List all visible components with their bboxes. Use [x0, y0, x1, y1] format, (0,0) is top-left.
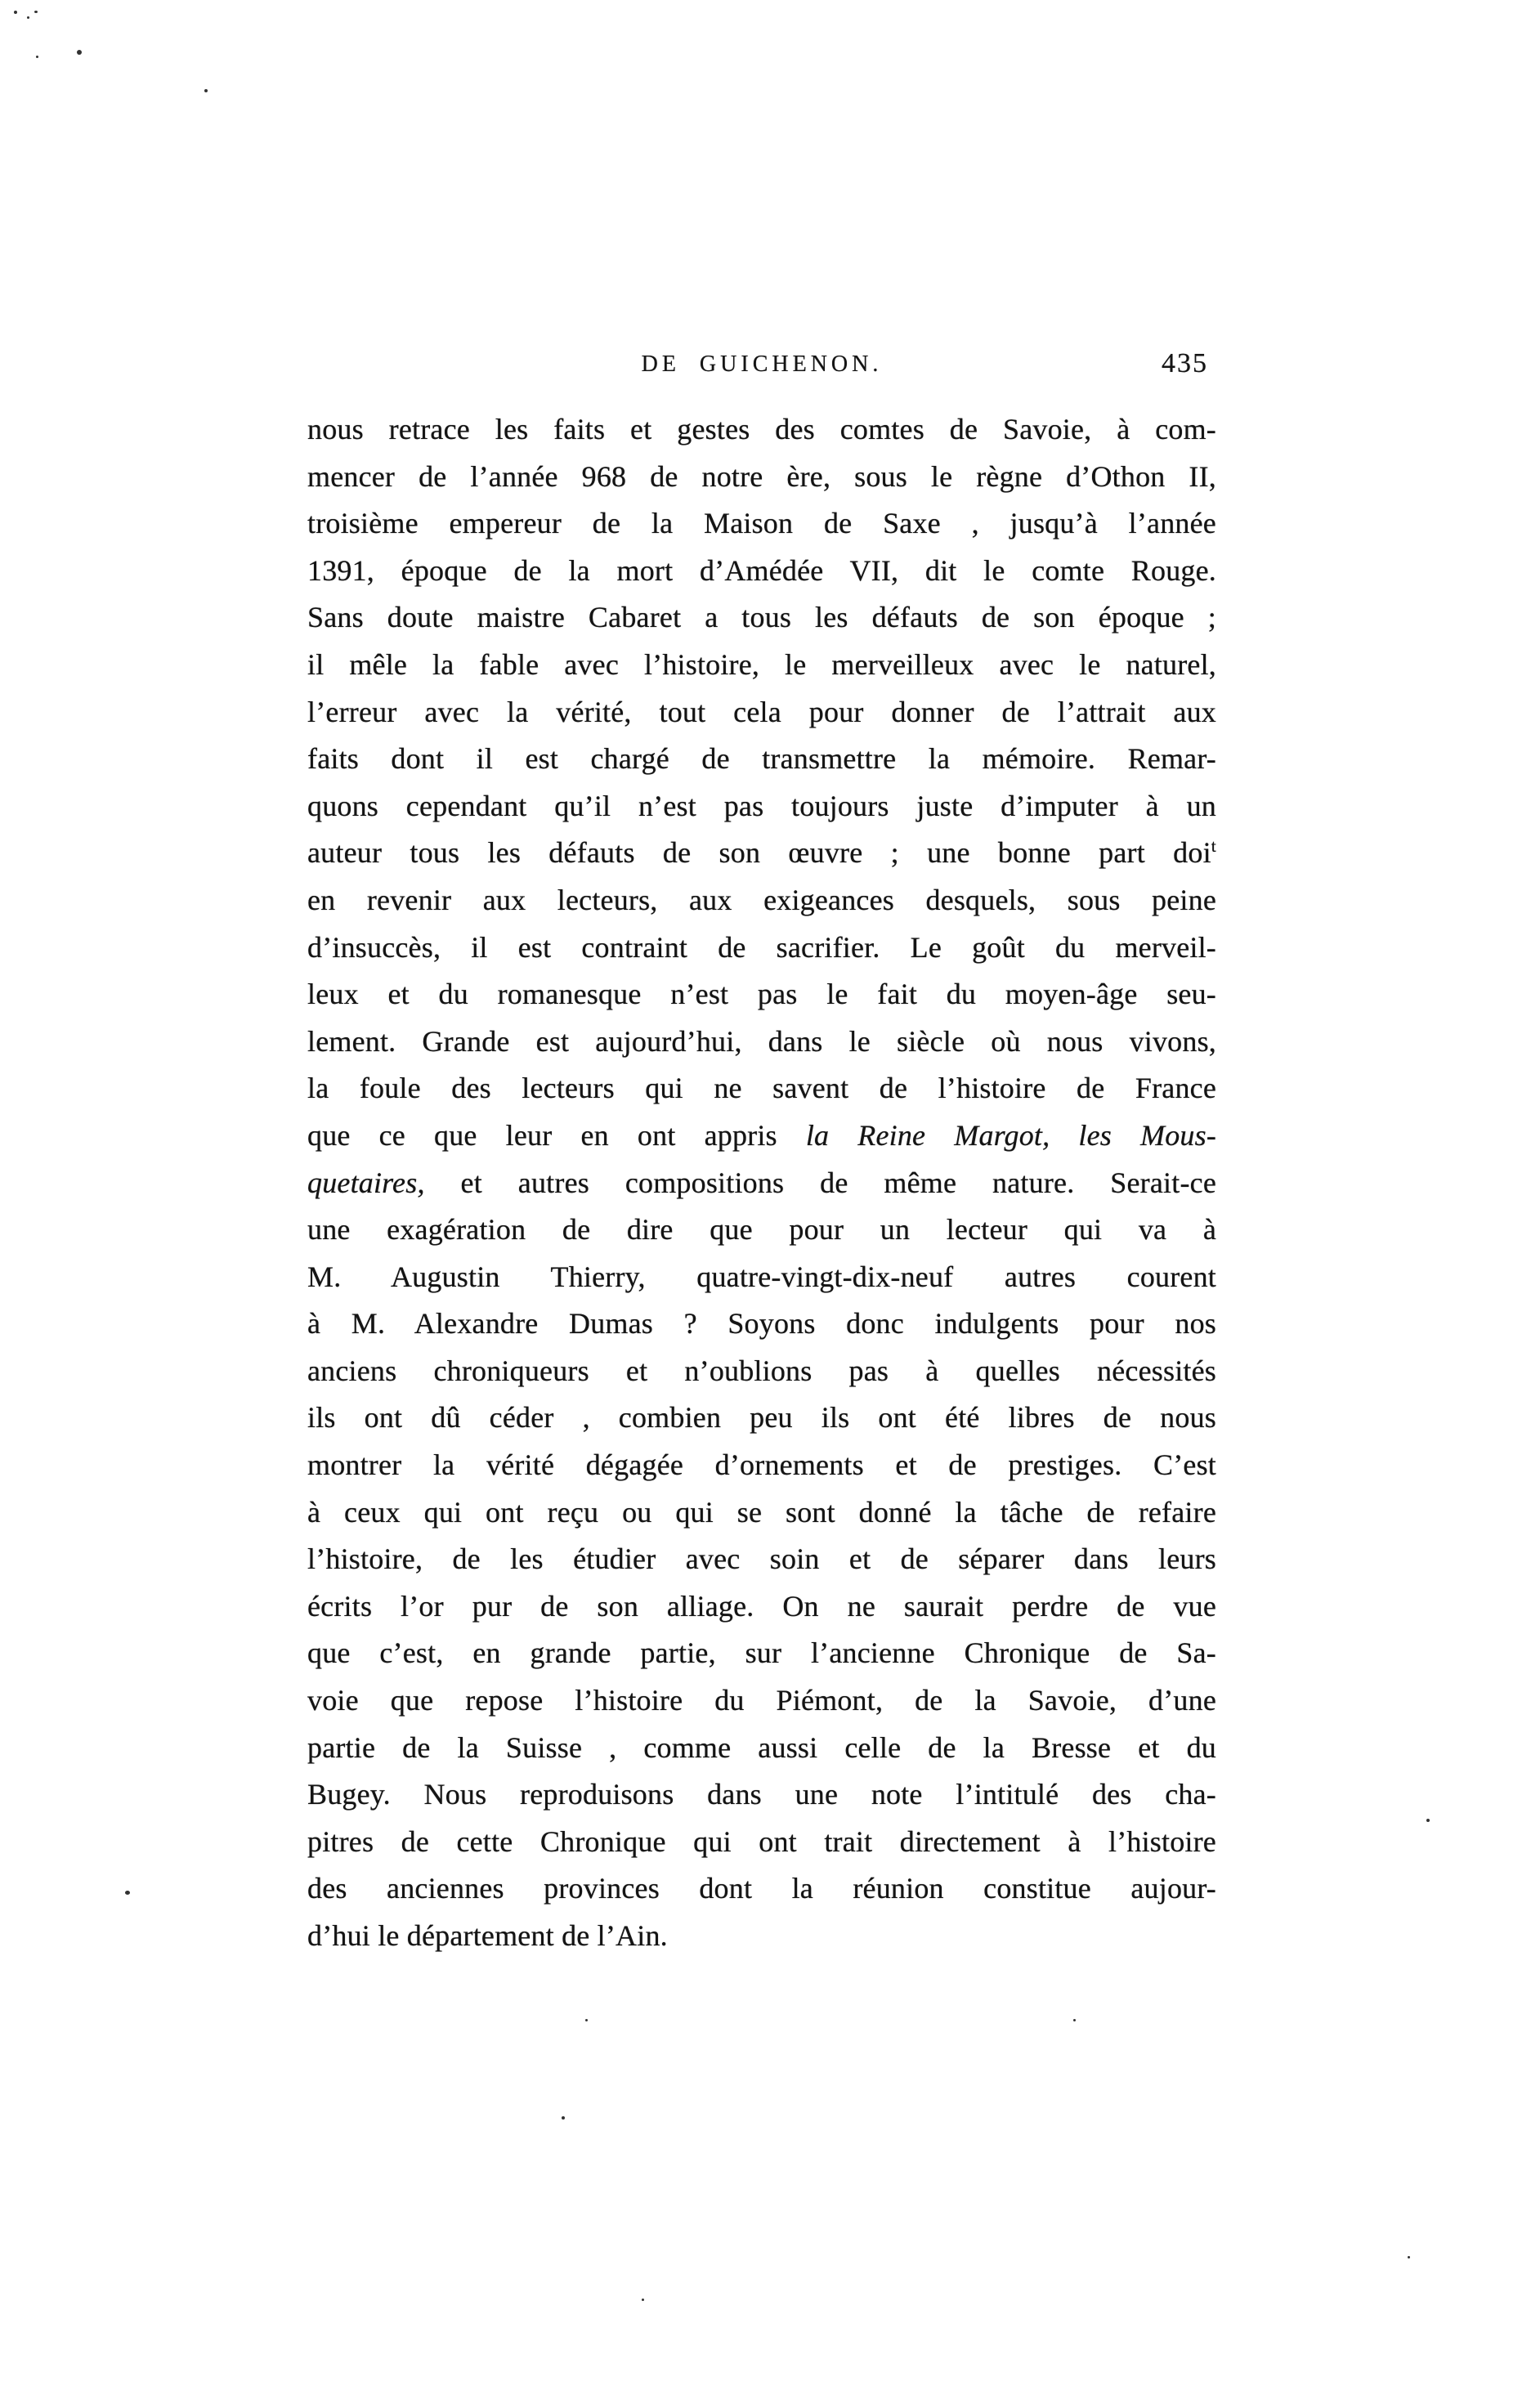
- text-line: [307, 924, 1216, 972]
- text-line: [307, 1583, 1216, 1631]
- line-text-italic: quetaires,: [307, 1166, 425, 1199]
- line-text: faits dont il est chargé de transmettre la mémoire. Remar-: [307, 742, 1216, 776]
- text-line: [307, 1819, 1216, 1866]
- text-line: [307, 1630, 1216, 1677]
- ink-speck: [27, 16, 29, 19]
- line-text: mencer de l’année 968 de notre ère, sous le règne d’Othon II,: [307, 459, 1216, 493]
- text-line: [307, 783, 1216, 830]
- text-line: [307, 1536, 1216, 1583]
- line-text: Sans doute maistre Cabaret a tous les défauts de son époque ;: [307, 601, 1216, 634]
- text-line: [307, 736, 1216, 783]
- line-text: que c’est, en grande partie, sur l’ancienne Chronique de Sa-: [307, 1636, 1216, 1670]
- ink-speck: [642, 2299, 644, 2301]
- line-text: des anciennes provinces dont la réunion constitue aujour-: [307, 1872, 1216, 1905]
- line-text: partie de la Suisse , comme aussi celle de la Bresse et du: [307, 1730, 1216, 1764]
- line-text: pitres de cette Chronique qui ont trait directement à l’histoire: [307, 1824, 1216, 1858]
- text-line: [307, 877, 1216, 924]
- running-header: [307, 348, 1216, 389]
- line-text: que ce que leur en ont appris: [307, 1118, 806, 1152]
- line-text-superscript: t: [1211, 836, 1216, 857]
- ink-speck: [585, 2019, 588, 2021]
- text-line: [307, 1394, 1216, 1442]
- text-line: [307, 1725, 1216, 1772]
- ink-speck: [1408, 2256, 1410, 2258]
- text-line: [307, 1771, 1216, 1819]
- text-line: [307, 642, 1216, 689]
- line-text: l’histoire, de les étudier avec soin et de séparer dans leurs: [307, 1542, 1216, 1576]
- text-line: [307, 454, 1216, 501]
- text-line: [307, 1254, 1216, 1301]
- line-text: il mêle la fable avec l’histoire, le merveilleux avec le naturel,: [307, 647, 1216, 681]
- text-line: [307, 1160, 1216, 1207]
- text-line: [307, 1865, 1216, 1913]
- text-line: [307, 1913, 1216, 1960]
- text-line: [307, 1206, 1216, 1254]
- line-text: écrits l’or pur de son alliage. On ne saurait perdre de vue: [307, 1589, 1216, 1623]
- line-text: et autres compositions de même nature. Serait-ce: [424, 1166, 1216, 1199]
- line-text: 1391, époque de la mort d’Amédée VII, dit le comte Rouge.: [307, 553, 1216, 587]
- line-text-italic: la Reine Margot, les Mous-: [805, 1118, 1216, 1152]
- text-line: [307, 594, 1216, 642]
- text-line: [307, 406, 1216, 454]
- line-text: à M. Alexandre Dumas ? Soyons donc indulgents pour nos: [307, 1307, 1216, 1341]
- line-text: auteur tous les défauts de son œuvre ; une bonne part doi: [307, 836, 1211, 870]
- line-text: la foule des lecteurs qui ne savent de l’histoire de France: [307, 1072, 1216, 1105]
- line-text: leux et du romanesque n’est pas le fait du moyen-âge seu-: [307, 978, 1216, 1011]
- text-line: [307, 1677, 1216, 1725]
- text-line: [307, 1112, 1216, 1160]
- paragraph-block: [307, 406, 1216, 1960]
- line-text: nous retrace les faits et gestes des comtes de Savoie, à com-: [307, 413, 1216, 445]
- line-text: en revenir aux lecteurs, aux exigeances desquels, sous peine: [307, 883, 1216, 916]
- ink-speck: [36, 56, 38, 58]
- text-line: [307, 548, 1216, 595]
- line-text: lement. Grande est aujourd’hui, dans le siècle où nous vivons,: [307, 1024, 1216, 1058]
- ink-speck: [125, 1891, 130, 1895]
- ink-speck: [14, 11, 17, 14]
- line-text: troisième empereur de la Maison de Saxe , jusqu’à l’année: [307, 507, 1216, 540]
- ink-speck: [1426, 1819, 1430, 1822]
- text-line: [307, 1489, 1216, 1537]
- ink-speck: [1073, 2019, 1076, 2021]
- running-title: DE GUICHENON.: [641, 351, 883, 377]
- line-text: ils ont dû céder , combien peu ils ont été libres de nous: [307, 1401, 1216, 1435]
- text-line: [307, 1018, 1216, 1066]
- line-text: quons cependant qu’il n’est pas toujours juste d’imputer à un: [307, 789, 1216, 822]
- text-line: [307, 500, 1216, 548]
- line-text: M. Augustin Thierry, quatre-vingt-dix-neuf autres courent: [307, 1260, 1216, 1293]
- text-line: [307, 1300, 1216, 1348]
- text-line: [307, 971, 1216, 1018]
- text-line: [307, 1442, 1216, 1489]
- line-text: l’erreur avec la vérité, tout cela pour donner de l’attrait aux: [307, 695, 1216, 728]
- text-line: [307, 1065, 1216, 1112]
- ink-speck: [562, 2116, 565, 2120]
- ink-speck: [204, 89, 208, 92]
- line-text: d’insuccès, il est contraint de sacrifier. Le goût du merveil-: [307, 930, 1216, 964]
- line-text: montrer la vérité dégagée d’ornements et de prestiges. C’est: [307, 1448, 1216, 1482]
- text-line: [307, 689, 1216, 736]
- line-text: anciens chroniqueurs et n’oublions pas à quelles nécessités: [307, 1354, 1216, 1387]
- line-text: une exagération de dire que pour un lecteur qui va à: [307, 1213, 1216, 1247]
- line-text: voie que repose l’histoire du Piémont, de la Savoie, d’une: [307, 1684, 1216, 1717]
- page-number: 435: [1162, 348, 1208, 378]
- ink-speck: [34, 11, 38, 13]
- line-text: d’hui le département de l’Ain.: [307, 1919, 668, 1952]
- ink-speck: [77, 50, 82, 55]
- line-text: à ceux qui ont reçu ou qui se sont donné la tâche de refaire: [307, 1495, 1216, 1529]
- text-line: [307, 830, 1216, 877]
- line-text: Bugey. Nous reproduisons dans une note l’intitulé des cha-: [307, 1778, 1216, 1811]
- text-line: [307, 1348, 1216, 1395]
